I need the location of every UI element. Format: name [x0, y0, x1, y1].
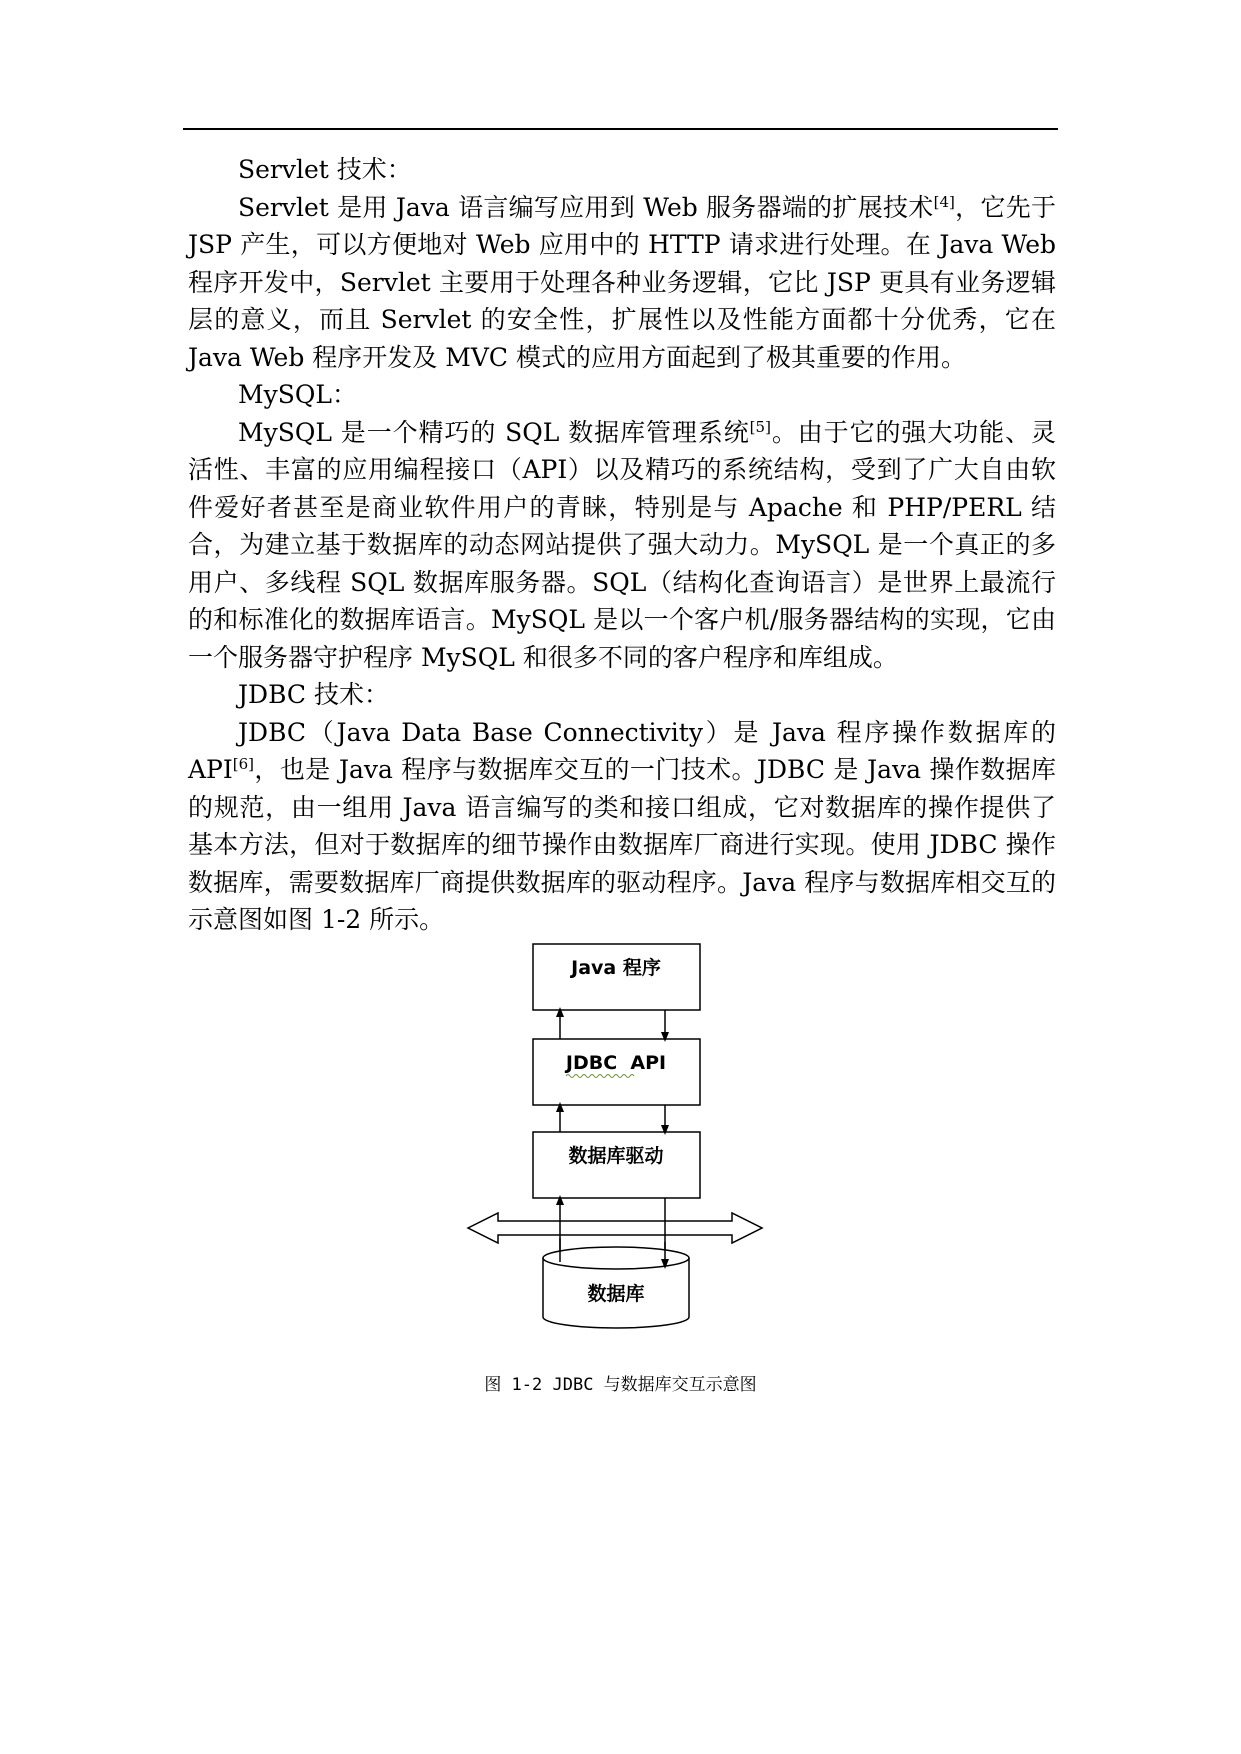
heading-jdbc: JDBC 技术：	[238, 680, 389, 709]
box-db-driver-label: 数据库驱动	[568, 1145, 664, 1167]
bus-double-arrow	[468, 1213, 762, 1243]
paragraph-mysql: MySQL 是一个精巧的 SQL 数据库管理系统[5]。由于它的强大功能、灵活性、丰富的应用编程接口（API）以及精巧的系统结构，受到了广大自由软件爱好者甚至是商业软件用户的青睐，特别是与 Apache 和 PHP/PERL 结合，为建立基于数据库的动态网站提供了强大动力。MySQL 是一个真正的多用户、多线程 SQL 数据库服务器。SQL（结构化查询语言）是世界上最流行的和标准化的数据库语言。MySQL 是以一个客户机/服务器结构的实现，它由一个服务器守护程序 MySQL 和很多不同的客户程序和库组成。	[188, 417, 1056, 672]
citation-ref: [4]	[933, 192, 955, 211]
paragraph-jdbc: JDBC（Java Data Base Connectivity）是 Java 程序操作数据库的 API[6]，也是 Java 程序与数据库交互的一门技术。JDBC 是 Java 操作数据库的规范，由一组用 Java 语言编写的类和接口组成，它对数据库的操作提供了基本方法，但对于数据库的细节操作由数据库厂商进行实现。使用 JDBC 操作数据库，需要数据库厂商提供数据库的驱动程序。Java 程序与数据库相交互的示意图如图 1-2 所示。	[188, 717, 1056, 934]
heading-servlet: Servlet 技术：	[238, 155, 412, 184]
citation-ref: [6]	[232, 755, 255, 773]
figure-caption: 图 1-2 JDBC 与数据库交互示意图	[484, 1375, 757, 1395]
heading-mysql: MySQL：	[238, 380, 357, 409]
box-jdbc-api-label: JDBC API	[565, 1052, 667, 1074]
citation-ref: [5]	[749, 417, 771, 436]
database-label: 数据库	[587, 1283, 645, 1305]
paragraph-servlet: Servlet 是用 Java 语言编写应用到 Web 服务器端的扩展技术[4]，它先于 JSP 产生，可以方便地对 Web 应用中的 HTTP 请求进行处理。在 Java Web 程序开发中，Servlet 主要用于处理各种业务逻辑，它比 JSP 更具有业务逻辑层的意义，而且 Servlet 的安全性，扩展性以及性能方面都十分优秀，它在 Java Web 程序开发及 MVC 模式的应用方面起到了极其重要的作用。	[188, 192, 1056, 372]
box-java-program-label: Java 程序	[571, 957, 661, 979]
